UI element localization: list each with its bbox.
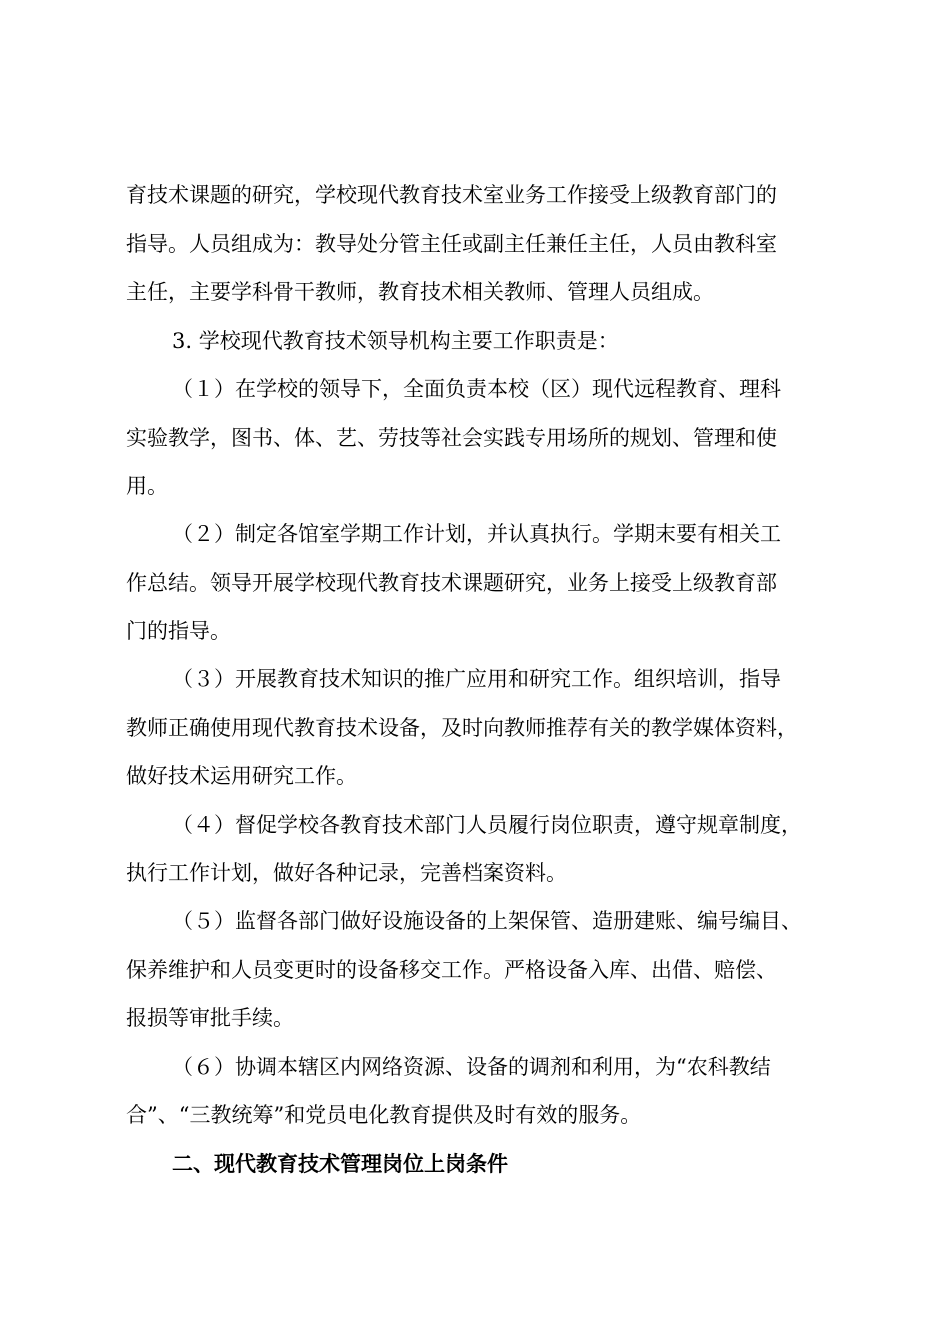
- paragraph-line: 合”、“三教统筹”和党员电化教育提供及时有效的服务。: [126, 1103, 642, 1127]
- duty-item-3: （３）开展教育技术知识的推广应用和研究工作。组织培训，指导: [172, 667, 781, 691]
- paragraph-line: 教师正确使用现代教育技术设备，及时向教师推荐有关的教学媒体资料，: [126, 716, 798, 740]
- section-heading: 二、现代教育技术管理岗位上岗条件: [172, 1152, 508, 1176]
- duty-item-4: （４）督促学校各教育技术部门人员履行岗位职责，遵守规章制度，: [172, 813, 802, 837]
- paragraph-line: 指导。人员组成为：教导处分管主任或副主任兼任主任，人员由教科室: [126, 232, 777, 256]
- duty-item-2: （２）制定各馆室学期工作计划，并认真执行。学期末要有相关工: [172, 522, 781, 546]
- duty-item-1: （１）在学校的领导下，全面负责本校（区）现代远程教育、理科: [172, 377, 781, 401]
- duty-item-6: （６）协调本辖区内网络资源、设备的调剂和利用，为“农科教结: [172, 1055, 771, 1079]
- paragraph-line: 主任，主要学科骨干教师，教育技术相关教师、管理人员组成。: [126, 280, 714, 304]
- paragraph-line: 做好技术运用研究工作。: [126, 764, 357, 788]
- paragraph-line: 实验教学，图书、体、艺、劳技等社会实践专用场所的规划、管理和使: [126, 426, 777, 450]
- paragraph-line: 门的指导。: [126, 619, 231, 643]
- paragraph-line: 报损等审批手续。: [126, 1006, 294, 1030]
- paragraph-line: 执行工作计划，做好各种记录，完善档案资料。: [126, 861, 567, 885]
- duty-item-5: （５）监督各部门做好设施设备的上架保管、造册建账、编号编目、: [172, 909, 802, 933]
- paragraph-line: 保养维护和人员变更时的设备移交工作。严格设备入库、出借、赔偿、: [126, 958, 777, 982]
- section-item-3: 3. 学校现代教育技术领导机构主要工作职责是：: [172, 329, 619, 353]
- paragraph-line: 用。: [126, 474, 168, 498]
- paragraph-line: 作总结。领导开展学校现代教育技术课题研究，业务上接受上级教育部: [126, 571, 777, 595]
- paragraph-line: 育技术课题的研究，学校现代教育技术室业务工作接受上级教育部门的: [126, 183, 777, 207]
